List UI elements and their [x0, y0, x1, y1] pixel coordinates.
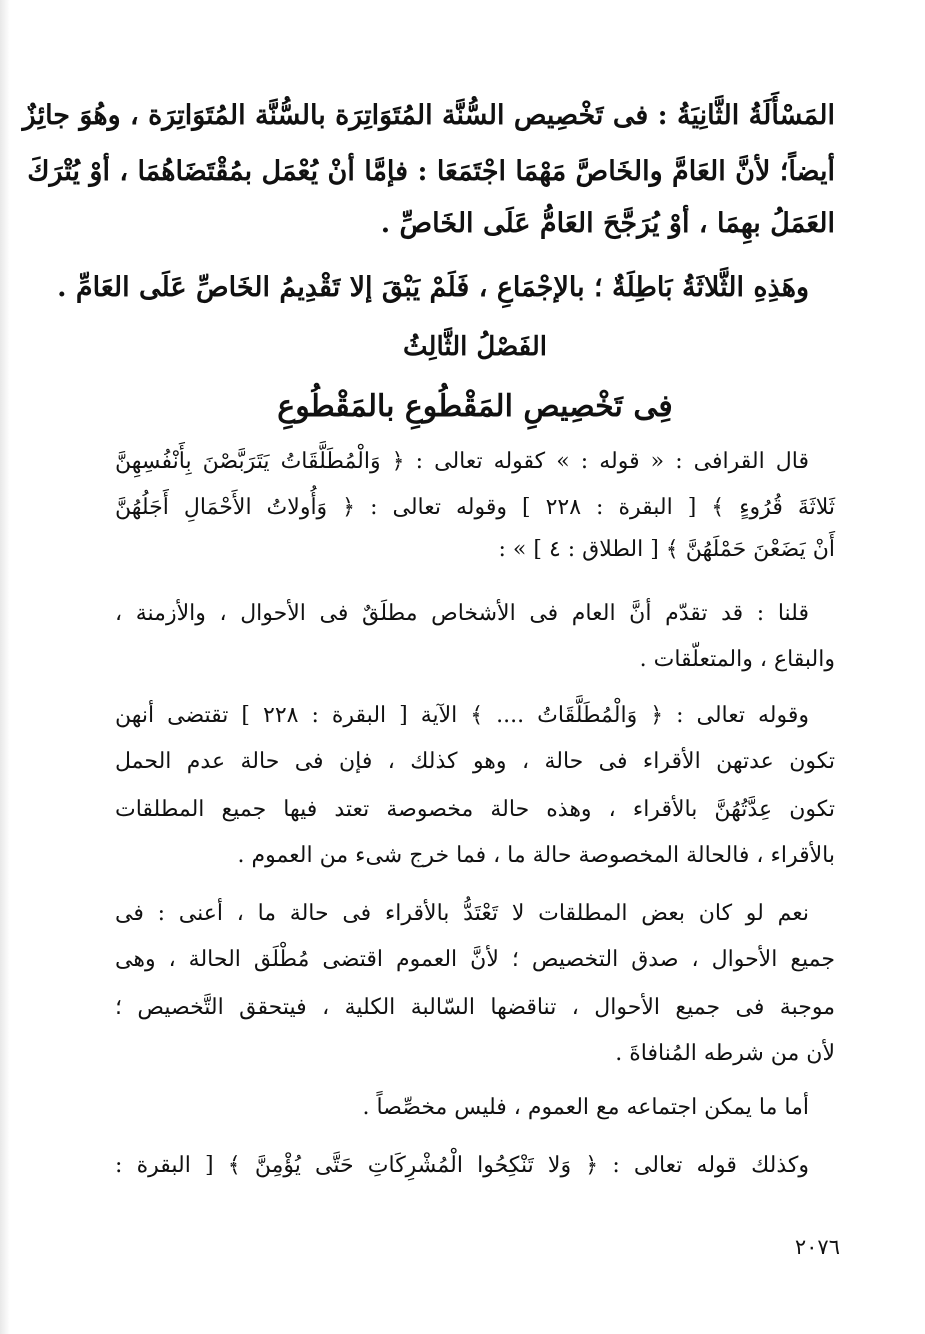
- text-line-16: نعم لو كان بعض المطلقات لا تَعْتَدُّ بالأقراء فى حالة ما ، أعنى : فى: [115, 901, 809, 926]
- text-line-14: تكون عِدَّتُهُنَّ بالأقراء ، وهذه حالة مخصوصة تعتد فيها جميع المطلقات: [115, 797, 835, 822]
- text-line-20: أما ما يمكن اجتماعه مع العموم ، فليس مخصِّصاً .: [362, 1095, 809, 1120]
- text-line-11: والبقاع ، والمتعلّقات .: [639, 647, 835, 672]
- text-line-10: قلنا : قد تقدّم أنَّ العام فى الأشخاص مطلَقٌ فى الأحوال ، والأزمنة ،: [115, 601, 809, 626]
- text-line-19: لأن من شرطه المُنافاةَ .: [615, 1041, 835, 1066]
- text-line-12: وقوله تعالى : ﴿ وَالْمُطَلَّقَاتُ .... ﴾ الآية [ البقرة : ٢٢٨ ] تقتضى أنهن: [115, 703, 809, 728]
- text-line-1: المَسْأَلَةُ الثَّانِيَةُ : فى تَخْصِيص السُّنَّة المُتَوَاتِرَة بالسُّنَّة المُتَوَاتِرَة ، وهُوَ جائِزٌ: [22, 100, 835, 131]
- text-line-21: وكذلك قوله تعالى : ﴿ وَلا تَنْكِحُوا الْمُشْرِكَاتِ حَتَّى يُؤْمِنَّ ﴾ [ البقرة :: [115, 1153, 809, 1178]
- text-line-7: قال القرافى : « قوله : » كقوله تعالى : ﴿ وَالْمُطَلَّقَاتُ يَتَرَبَّصْنَ بِأَنْفُسِهِنَّ: [115, 449, 809, 474]
- text-line-2: أيضاً؛ لأنَّ العَامَّ والخَاصَّ مَهْمَا اجْتَمَعَا : فإمَّا أنْ يُعْمَل بمُقْتَضَاهُمَا ، أوْ يُتْرَكَ: [27, 156, 835, 187]
- text-line-8: ثَلاثَةَ قُرُوءٍ ﴾ [ البقرة : ٢٢٨ ] وقوله تعالى : ﴿ وَأُولاتُ الأَحْمَالِ أَجَلُهُنَّ: [115, 495, 836, 520]
- text-line-13: تكون عدتهن الأقراء فى حالة ، وهو كذلك ، فإن فى حالة عدم الحمل: [115, 749, 835, 774]
- scan-edge-shadow: [0, 0, 10, 1334]
- text-line-9: أَنْ يَضَعْنَ حَمْلَهُنَّ ﴾ [ الطلاق : ٤ ] » :: [498, 537, 835, 562]
- chapter-title: الفَصْلُ الثَّالِثُ: [403, 332, 547, 362]
- chapter-subtitle: فِى تَخْصِيصِ المَقْطُوعِ بالمَقْطُوعِ: [277, 389, 673, 424]
- text-line-17: جميع الأحوال ، صدق التخصيص ؛ لأنَّ العموم اقتضى مُطْلَق الحالة ، وهى: [115, 947, 835, 972]
- text-line-3: العَمَلُ بهِمَا ، أوْ يُرَجَّحَ العَامُّ عَلَى الخَاصِّ .: [380, 208, 835, 239]
- text-line-4: وهَذِهِ الثَّلاثَةُ بَاطِلَةٌ ؛ بالإجْمَاعِ ، فَلَمْ يَبْقَ إلا تَقْدِيمُ الخَاصِّ عَلَى العَامِّ .: [57, 272, 809, 303]
- text-line-15: بالأقراء ، فالحالة المخصوصة حالة ما ، فما خرج شىء من العموم .: [237, 843, 835, 868]
- page-number: ٢٠٧٦: [794, 1235, 840, 1259]
- text-line-18: موجبة فى جميع الأحوال ، تناقضها السّالبة الكلية ، فيتحقق التَّخصيص ؛: [115, 995, 835, 1020]
